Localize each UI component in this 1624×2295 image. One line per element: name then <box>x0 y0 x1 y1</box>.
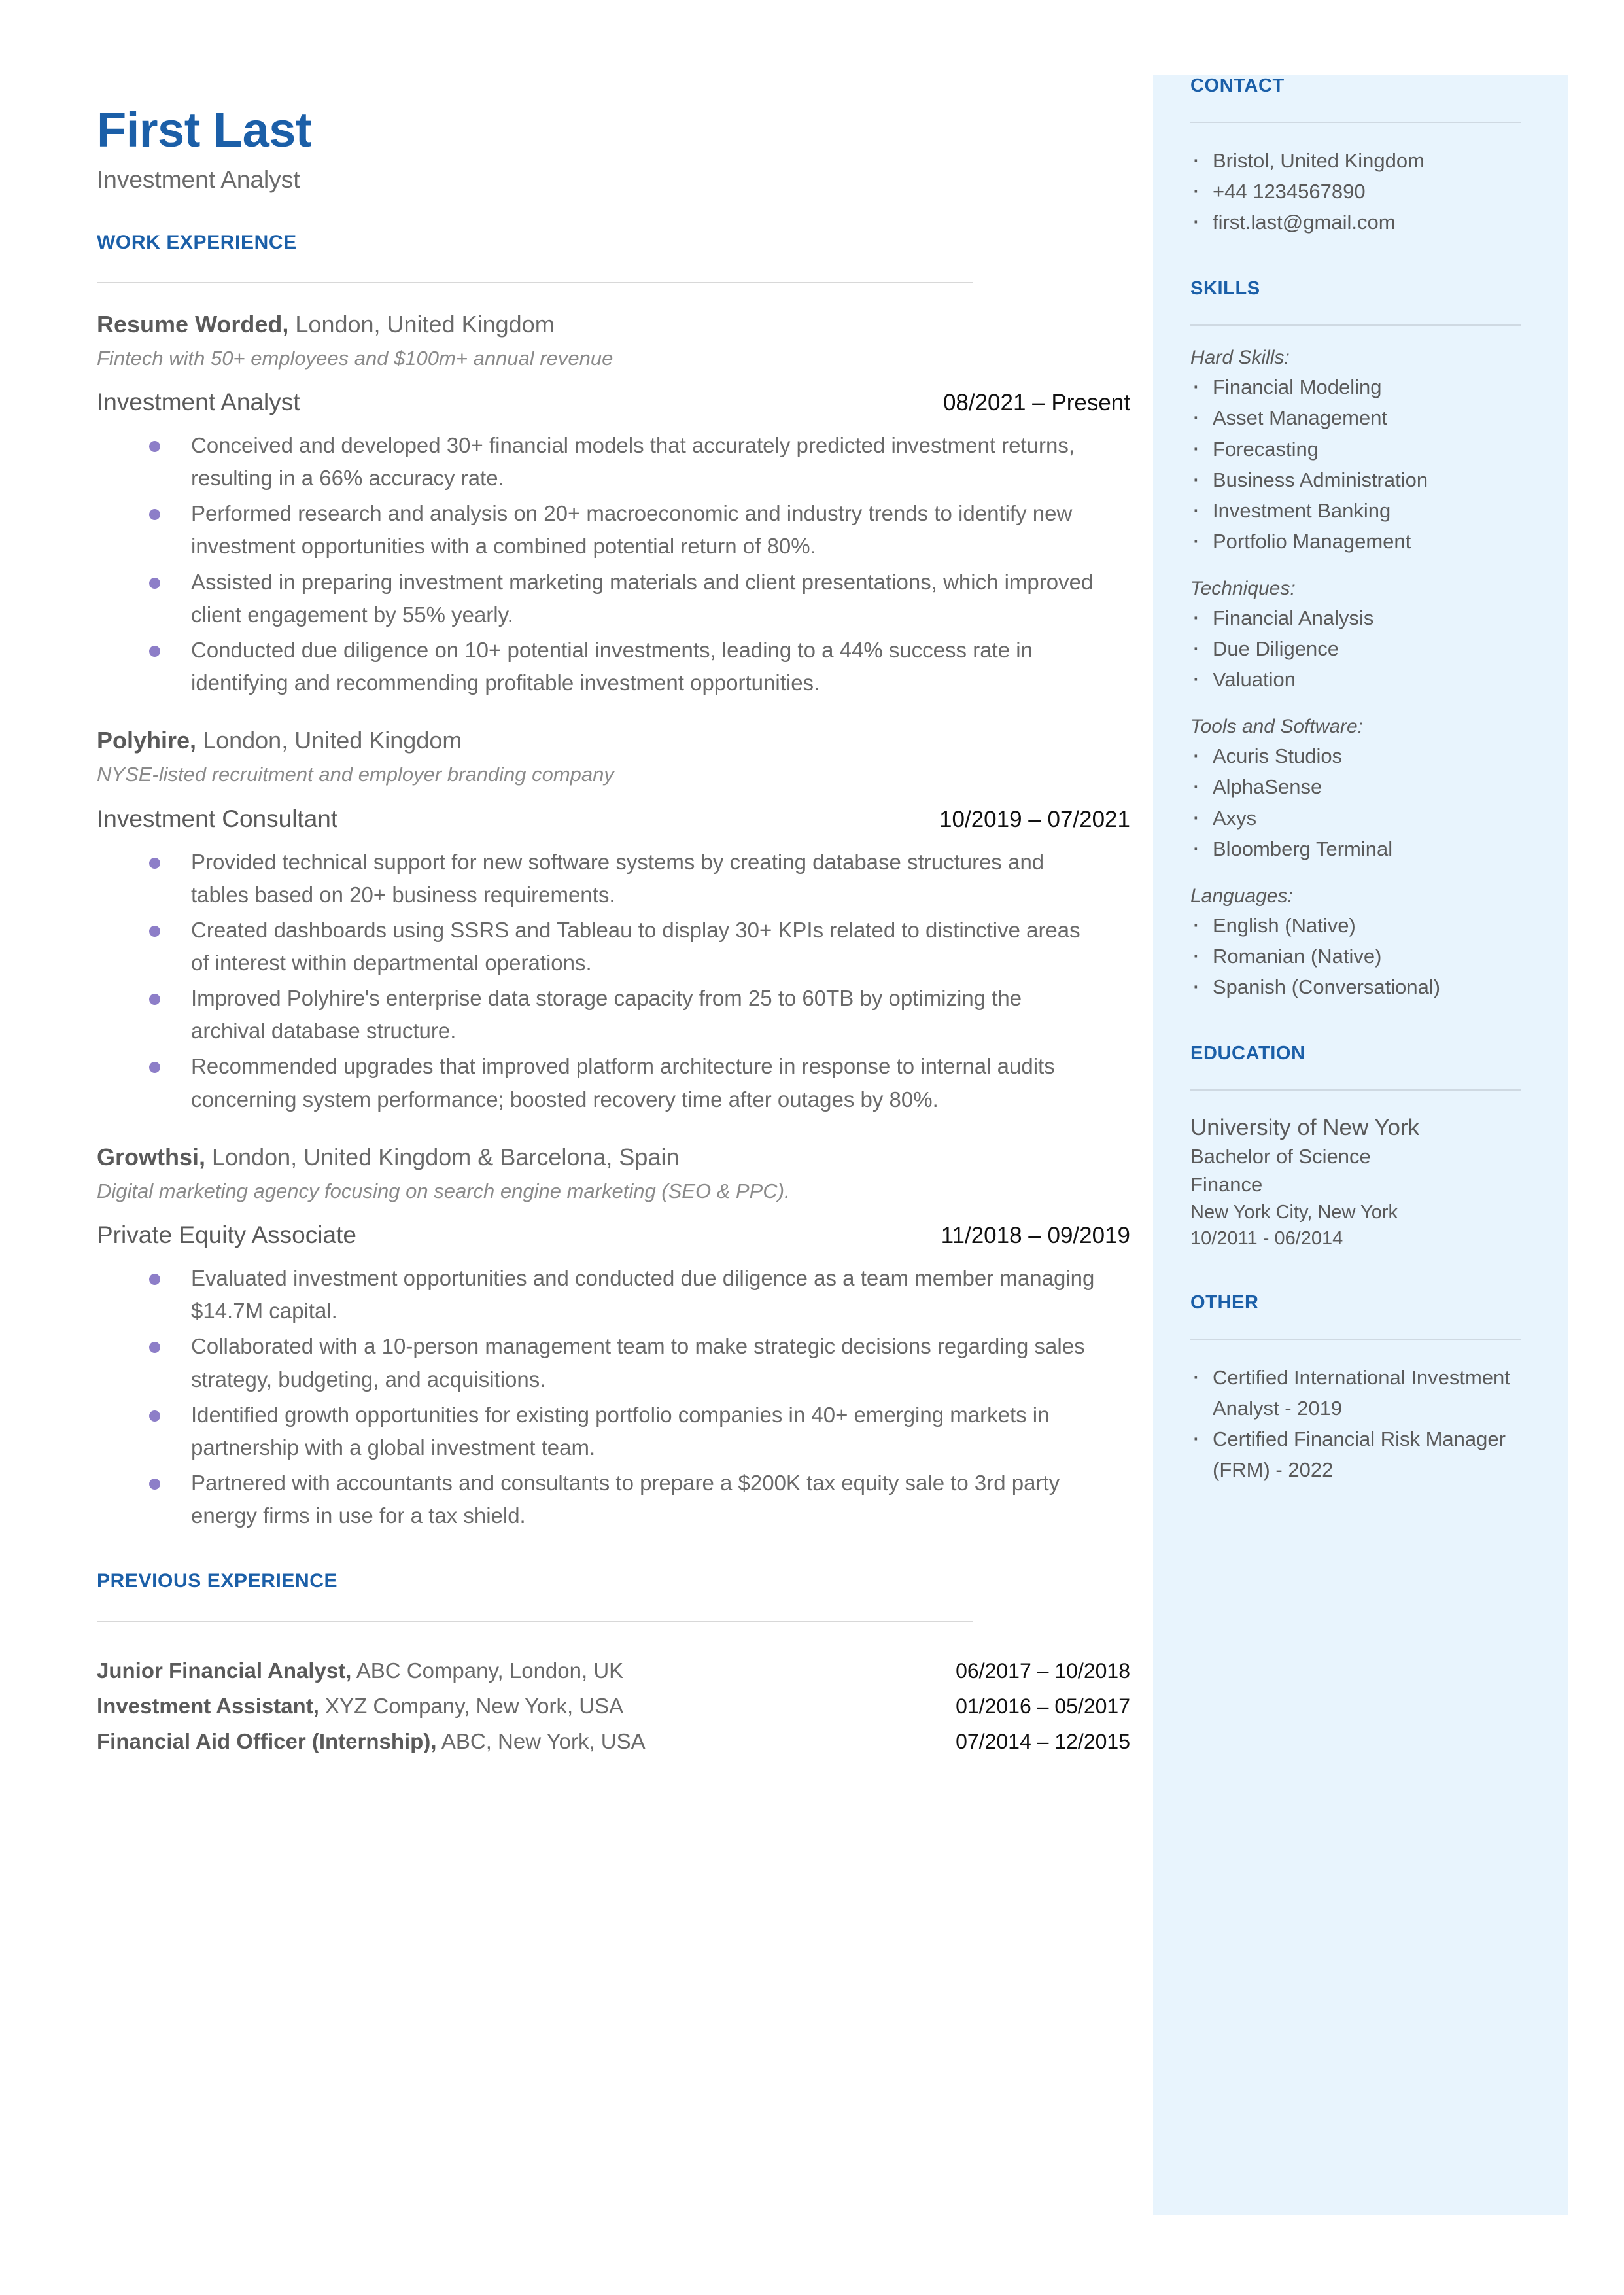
company-line <box>97 309 1130 339</box>
skill-group-label: Techniques: <box>1190 577 1296 599</box>
responsibility-item: Partnered with accountants and consultants to prepare a $200K tax equity sale to 3rd party energy firms in use for a tax shield. <box>144 1467 1099 1532</box>
previous-experience-row <box>97 1689 1130 1724</box>
divider-previous-experience <box>97 1621 973 1622</box>
skill-item: · Financial Analysis <box>1190 603 1530 633</box>
skill-item: · Due Diligence <box>1190 633 1530 664</box>
responsibility-item: Collaborated with a 10-person management team to make strategic decisions regarding sales strategy, budgeting, and acquisitions. <box>144 1330 1099 1395</box>
company-description: Digital marketing agency focusing on search engine marketing (SEO & PPC). <box>97 1179 790 1202</box>
responsibility-list <box>97 1262 1130 1532</box>
skill-group-list <box>1190 603 1530 695</box>
skills-groups <box>1190 347 1530 1002</box>
education-field: Finance <box>1190 1173 1263 1197</box>
role-dates: 10/2019 – 07/2021 <box>939 806 1130 832</box>
previous-experience-row <box>97 1653 1130 1689</box>
role-row <box>97 1221 1130 1249</box>
responsibility-item: Improved Polyhire's enterprise data storage capacity from 25 to 60TB by optimizing the archival database structure. <box>144 982 1099 1047</box>
role-row <box>97 389 1130 416</box>
skill-group-label: Languages: <box>1190 885 1293 907</box>
skill-group-label: Tools and Software: <box>1190 716 1364 738</box>
role-title: Private Equity Associate <box>97 1221 356 1249</box>
responsibility-item: Performed research and analysis on 20+ macroeconomic and industry trends to identify new investment opportunities with a combined potential return of 80%. <box>144 497 1099 563</box>
education-location: New York City, New York <box>1190 1201 1398 1223</box>
work-experience-entry <box>97 309 1130 700</box>
previous-role-detail: ABC, New York, USA <box>436 1728 646 1753</box>
contact-item: · Bristol, United Kingdom <box>1190 145 1530 176</box>
role-dates: 11/2018 – 09/2019 <box>941 1223 1130 1249</box>
skill-item: · Forecasting <box>1190 434 1530 464</box>
skill-item: · AlphaSense <box>1190 771 1530 802</box>
company-description: Fintech with 50+ employees and $100m+ annual revenue <box>97 346 613 370</box>
skill-item: · Romanian (Native) <box>1190 941 1530 972</box>
skill-item: · Business Administration <box>1190 464 1530 495</box>
previous-role-dates: 07/2014 – 12/2015 <box>956 1729 1130 1753</box>
section-heading-skills: SKILLS <box>1190 278 1260 300</box>
candidate-job-title: Investment Analyst <box>97 166 300 193</box>
previous-role-title: Junior Financial Analyst, <box>97 1658 352 1683</box>
section-heading-contact: CONTACT <box>1190 75 1285 96</box>
skill-item: · Investment Banking <box>1190 495 1530 526</box>
previous-role-label <box>97 1653 623 1688</box>
contact-item: · first.last@gmail.com <box>1190 207 1530 237</box>
previous-role-label <box>97 1724 646 1759</box>
skill-item: · Spanish (Conversational) <box>1190 972 1530 1002</box>
work-experience-entry <box>97 726 1130 1116</box>
company-line <box>97 726 1130 755</box>
candidate-name: First Last <box>97 103 312 157</box>
responsibility-item: Conducted due diligence on 10+ potential investments, leading to a 44% success rate in identifying and recommending profitable investment opportunities. <box>144 634 1099 699</box>
previous-role-label <box>97 1689 623 1723</box>
skill-group-list <box>1190 910 1530 1002</box>
previous-role-title: Financial Aid Officer (Internship), <box>97 1728 437 1753</box>
skill-item: · Valuation <box>1190 664 1530 695</box>
contact-item: · +44 1234567890 <box>1190 176 1530 207</box>
previous-role-dates: 06/2017 – 10/2018 <box>956 1659 1130 1683</box>
company-location: London, United Kingdom & Barcelona, Spain <box>205 1143 680 1170</box>
previous-role-title: Investment Assistant, <box>97 1694 319 1719</box>
role-row <box>97 805 1130 833</box>
role-title: Investment Analyst <box>97 388 300 415</box>
skill-group-list <box>1190 741 1530 864</box>
company-line <box>97 1142 1130 1172</box>
divider-work-experience <box>97 282 973 283</box>
section-heading-work-experience: WORK EXPERIENCE <box>97 231 297 253</box>
skill-item: · Portfolio Management <box>1190 526 1530 557</box>
section-heading-education: EDUCATION <box>1190 1043 1305 1064</box>
skill-item: · Acuris Studios <box>1190 741 1530 771</box>
divider-education <box>1190 1089 1521 1091</box>
responsibility-list <box>97 846 1130 1116</box>
other-list <box>1190 1362 1530 1485</box>
company-name: Polyhire, <box>97 727 197 754</box>
divider-skills <box>1190 324 1521 326</box>
previous-experience-list <box>97 1653 1130 1759</box>
previous-role-dates: 01/2016 – 05/2017 <box>956 1694 1130 1719</box>
role-dates: 08/2021 – Present <box>942 389 1130 415</box>
role-title: Investment Consultant <box>97 805 338 832</box>
skill-item: · English (Native) <box>1190 910 1530 941</box>
education-dates: 10/2011 - 06/2014 <box>1190 1227 1343 1249</box>
education-degree: Bachelor of Science <box>1190 1145 1371 1168</box>
previous-experience-row <box>97 1724 1130 1759</box>
skill-group-list <box>1190 372 1530 557</box>
main-column <box>97 105 1130 1759</box>
education-school: University of New York <box>1190 1115 1420 1141</box>
work-experience-list <box>97 309 1130 1533</box>
previous-role-detail: XYZ Company, New York, USA <box>319 1694 624 1719</box>
section-heading-other: OTHER <box>1190 1291 1259 1313</box>
sidebar-content <box>1190 75 1530 1485</box>
skill-item: · Bloomberg Terminal <box>1190 833 1530 864</box>
contact-list <box>1190 145 1530 237</box>
section-heading-previous-experience: PREVIOUS EXPERIENCE <box>97 1570 338 1592</box>
company-location: London, United Kingdom <box>196 727 462 754</box>
education-entry <box>1190 1113 1530 1252</box>
responsibility-item: Recommended upgrades that improved platform architecture in response to internal audits concerning system performance; boosted recovery time after outages by 80%. <box>144 1050 1099 1115</box>
responsibility-item: Evaluated investment opportunities and conducted due diligence as a team member managing $14.7M capital. <box>144 1262 1099 1327</box>
certification-item: · Certified Financial Risk Manager (FRM) - 2022 <box>1190 1424 1530 1485</box>
responsibility-list <box>97 429 1130 699</box>
company-location: London, United Kingdom <box>288 310 555 338</box>
responsibility-item: Identified growth opportunities for existing portfolio companies in 40+ emerging markets in partnership with a global investment team. <box>144 1399 1099 1464</box>
responsibility-item: Provided technical support for new software systems by creating database structures and tables based on 20+ business requirements. <box>144 846 1099 911</box>
skill-item: · Asset Management <box>1190 402 1530 433</box>
skill-item: · Financial Modeling <box>1190 372 1530 402</box>
divider-contact <box>1190 122 1521 123</box>
certification-item: · Certified International Investment Analyst - 2019 <box>1190 1362 1530 1424</box>
responsibility-item: Assisted in preparing investment marketing materials and client presentations, which improved client engagement by 55% yearly. <box>144 566 1099 631</box>
company-description: NYSE-listed recruitment and employer branding company <box>97 763 614 786</box>
skill-item: · Axys <box>1190 803 1530 833</box>
responsibility-item: Created dashboards using SSRS and Tableau to display 30+ KPIs related to distinctive areas of interest within departmental operations. <box>144 914 1099 979</box>
work-experience-entry <box>97 1142 1130 1533</box>
company-name: Growthsi, <box>97 1143 206 1170</box>
responsibility-item: Conceived and developed 30+ financial models that accurately predicted investment returns, resulting in a 66% accuracy rate. <box>144 429 1099 495</box>
divider-other <box>1190 1339 1521 1340</box>
company-name: Resume Worded, <box>97 310 289 338</box>
previous-role-detail: ABC Company, London, UK <box>351 1658 624 1683</box>
skill-group-label: Hard Skills: <box>1190 347 1290 369</box>
